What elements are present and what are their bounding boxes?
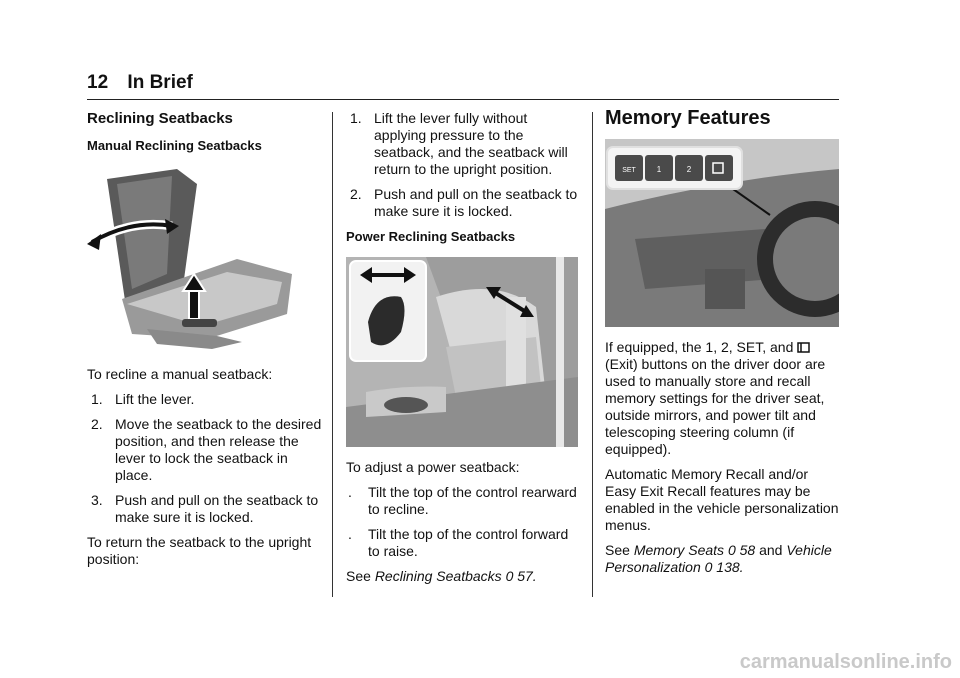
section-heading: Reclining Seatbacks xyxy=(87,110,233,127)
manual-steps xyxy=(87,391,325,526)
left-column xyxy=(87,110,325,576)
memory-2-button-label: 2 xyxy=(686,165,692,174)
list-item: . Tilt the top of the control forward to raise. xyxy=(348,526,569,559)
list-item: . Tilt the top of the control rearward to recline. xyxy=(348,484,577,517)
subsection-heading: Power Reclining Seatbacks xyxy=(346,229,516,244)
power-seat-illustration xyxy=(346,257,578,447)
column-divider-1 xyxy=(332,112,333,597)
page-header xyxy=(87,72,193,94)
column-divider-2 xyxy=(592,112,593,597)
page-reference: 0 57. xyxy=(505,568,537,584)
adjust-intro: To adjust a power seatback: xyxy=(346,459,520,475)
return-steps xyxy=(346,110,578,220)
list-item: 2. Push and pull on the seatback to make sure it is locked. xyxy=(350,186,578,219)
list-item: 2. Move the seatback to the desired position, and then release the lever to lock the seatback in place. xyxy=(91,416,322,483)
list-item: 1. Lift the lever. xyxy=(91,391,195,407)
page-reference: 0 138. xyxy=(704,559,744,575)
list-item: 3. Push and pull on the seatback to make sure it is locked. xyxy=(91,492,319,525)
set-button-label: SET xyxy=(622,167,636,174)
return-text: To return the seatback to the upright position: xyxy=(87,534,312,567)
memory-paragraph-2: Automatic Memory Recall and/or Easy Exit Recall features may be enabled in the vehicle personalization menus. xyxy=(605,466,839,533)
memory-seats-link[interactable]: Memory Seats xyxy=(633,542,725,558)
page-reference: 0 58 xyxy=(727,542,756,558)
right-column xyxy=(605,107,840,584)
subsection-heading: Manual Reclining Seatbacks xyxy=(87,138,262,153)
list-item: 1. Lift the lever fully without applying pressure to the seatback, and the seatback will return to the upright position. xyxy=(350,110,568,177)
section-title: In Brief xyxy=(127,72,193,93)
adjust-bullets xyxy=(346,484,578,560)
intro-text: To recline a manual seatback: xyxy=(87,366,273,382)
page-number: 12 xyxy=(87,72,109,93)
manual-seat-illustration xyxy=(87,164,315,354)
see-reference: See Reclining Seatbacks 0 57. xyxy=(346,568,537,584)
memory-buttons-illustration xyxy=(605,139,839,327)
memory-paragraph-1: If equipped, the 1, 2, SET, and (Exit) buttons on the driver door are used to manually store and recall memory settings for the driver seat, outside mirrors, and power tilt and telescoping steering column (if equipped). xyxy=(605,339,826,457)
see-reference: See Memory Seats 0 58 and Vehicle Personalization 0 138. xyxy=(605,542,832,575)
reclining-seatbacks-link[interactable]: Reclining Seatbacks xyxy=(374,568,502,584)
header-rule xyxy=(87,99,839,100)
section-heading: Memory Features xyxy=(605,107,771,129)
middle-column xyxy=(346,110,578,593)
vehicle-personalization-link[interactable]: Vehicle Personalization xyxy=(605,542,832,575)
exit-icon xyxy=(797,342,810,353)
watermark: carmanualsonline.info xyxy=(739,651,952,673)
memory-1-button-label: 1 xyxy=(656,165,662,174)
